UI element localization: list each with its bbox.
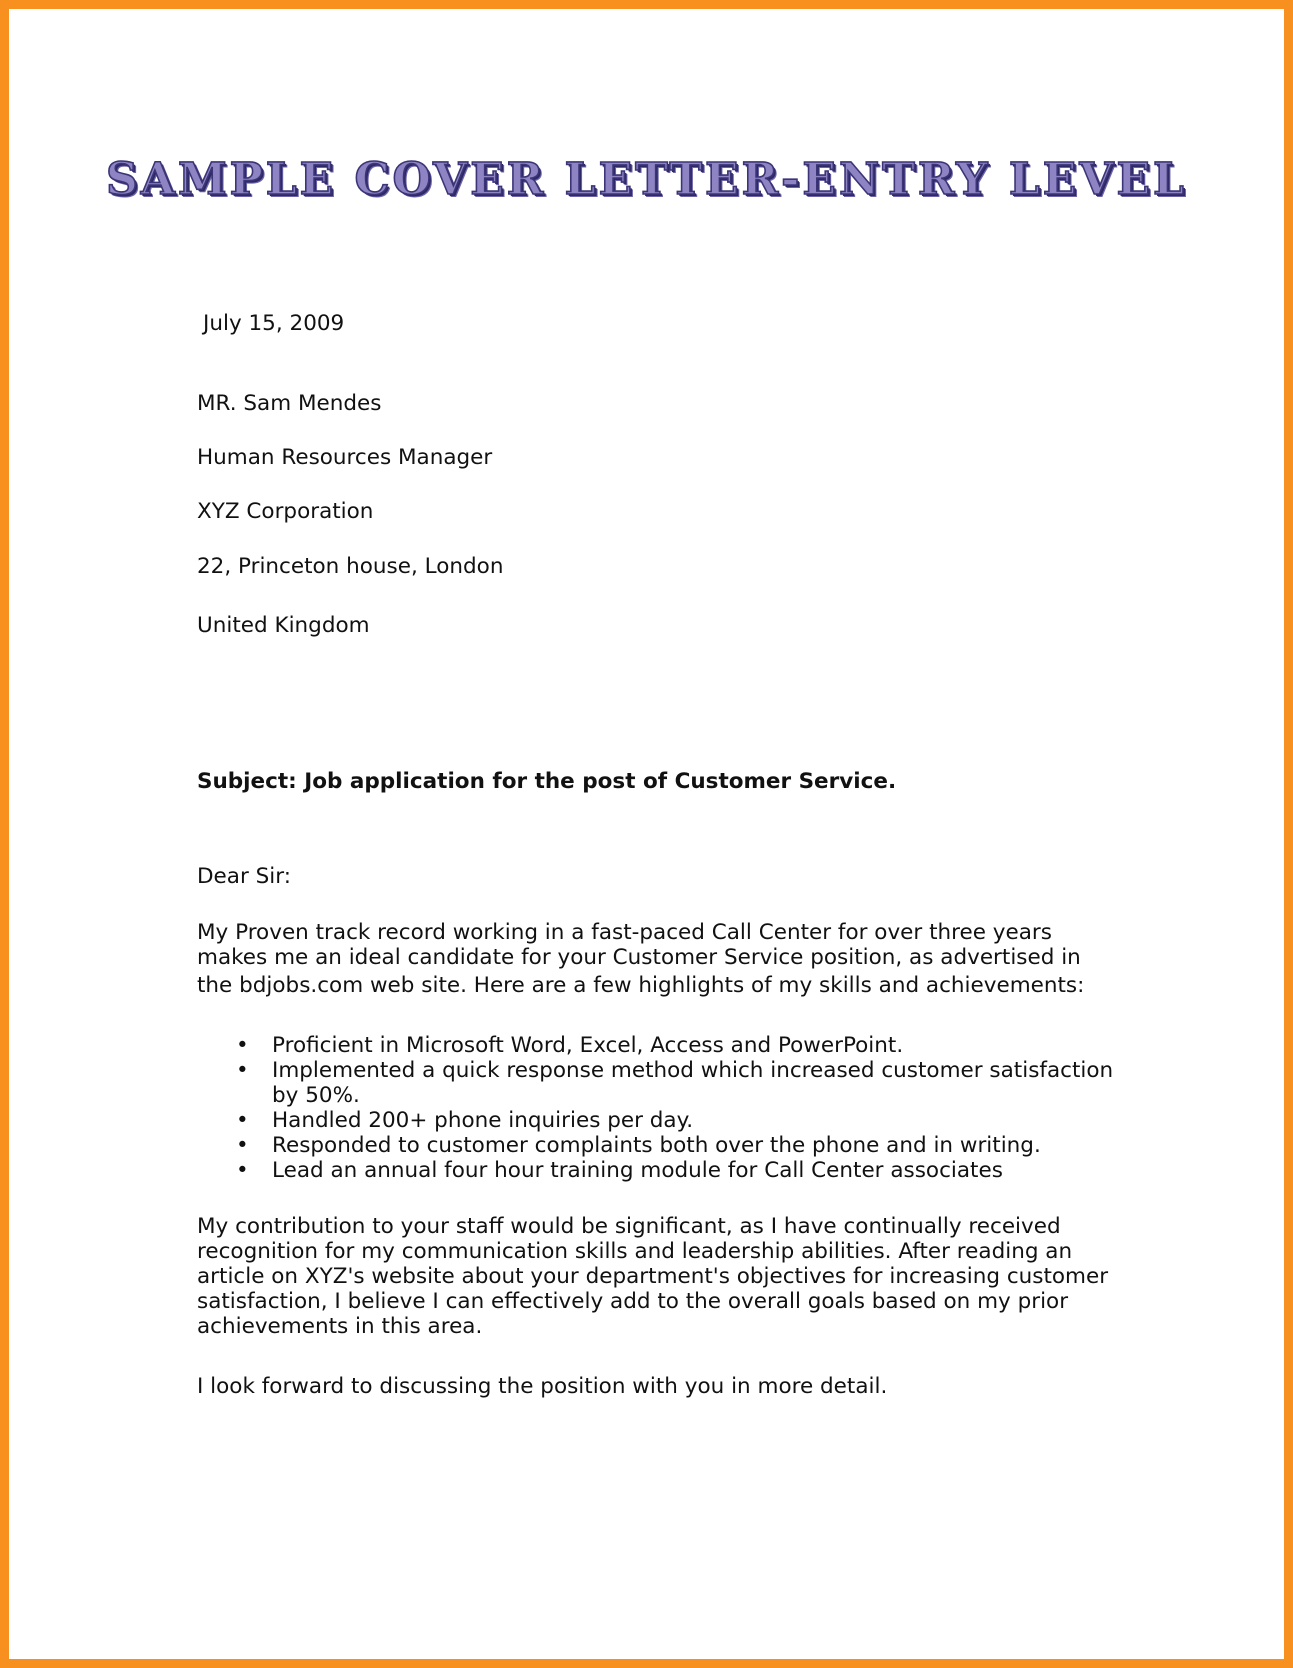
list-item [197,1108,1097,1133]
bullet-icon: • [236,1058,249,1083]
bullet-icon: • [236,1158,249,1183]
highlights-list [197,1033,1114,1183]
list-item [197,1033,1097,1058]
list-item-text: Handled 200+ phone inquiries per day. [272,1108,694,1133]
intro-line: makes me an ideal candidate for your Customer Service position, as advertised in [197,945,1081,970]
letter-date: July 15, 2009 [203,311,345,336]
list-item-text: Lead an annual four hour training module for Call Center associates [272,1158,1003,1183]
list-item-text: Responded to customer complaints both over the phone and in writing. [272,1133,1041,1158]
intro-line: My Proven track record working in a fast-paced Call Center for over three years [197,920,1052,945]
document-title: SAMPLE COVER LETTER-ENTRY LEVEL [106,154,1187,205]
contribution-line: satisfaction, I believe I can effectively add to the overall goals based on my prior [197,1289,1069,1314]
contribution-line: recognition for my communication skills and leadership abilities. After reading an [197,1239,1073,1264]
recipient-name: MR. Sam Mendes [197,391,382,416]
list-item-text: Implemented a quick response method which increased customer satisfaction [272,1058,1114,1083]
closing-line: I look forward to discussing the position with you in more detail. [197,1374,888,1399]
letter-salutation: Dear Sir: [197,864,291,889]
recipient-country: United Kingdom [197,613,370,638]
list-item-text: Proficient in Microsoft Word, Excel, Access and PowerPoint. [272,1033,904,1058]
bullet-icon: • [236,1033,249,1058]
list-item-text: by 50%. [272,1083,360,1108]
bullet-icon: • [236,1108,249,1133]
bullet-icon: • [236,1133,249,1158]
contribution-line: article on XYZ's website about your department's objectives for increasing customer [197,1264,1109,1289]
recipient-company: XYZ Corporation [197,499,374,524]
letter-subject: Subject: Job application for the post of Customer Service. [197,769,897,794]
intro-paragraph [197,920,1097,998]
contribution-paragraph [197,1214,1109,1339]
contribution-line: achievements in this area. [197,1314,483,1339]
recipient-position: Human Resources Manager [197,445,493,470]
list-item [197,1133,1097,1158]
list-item [197,1058,1114,1108]
recipient-address: 22, Princeton house, London [197,554,504,579]
contribution-line: My contribution to your staff would be significant, as I have continually received [197,1214,1061,1239]
list-item [197,1158,1097,1183]
intro-line: the bdjobs.com web site. Here are a few highlights of my skills and achievements: [197,973,1085,998]
